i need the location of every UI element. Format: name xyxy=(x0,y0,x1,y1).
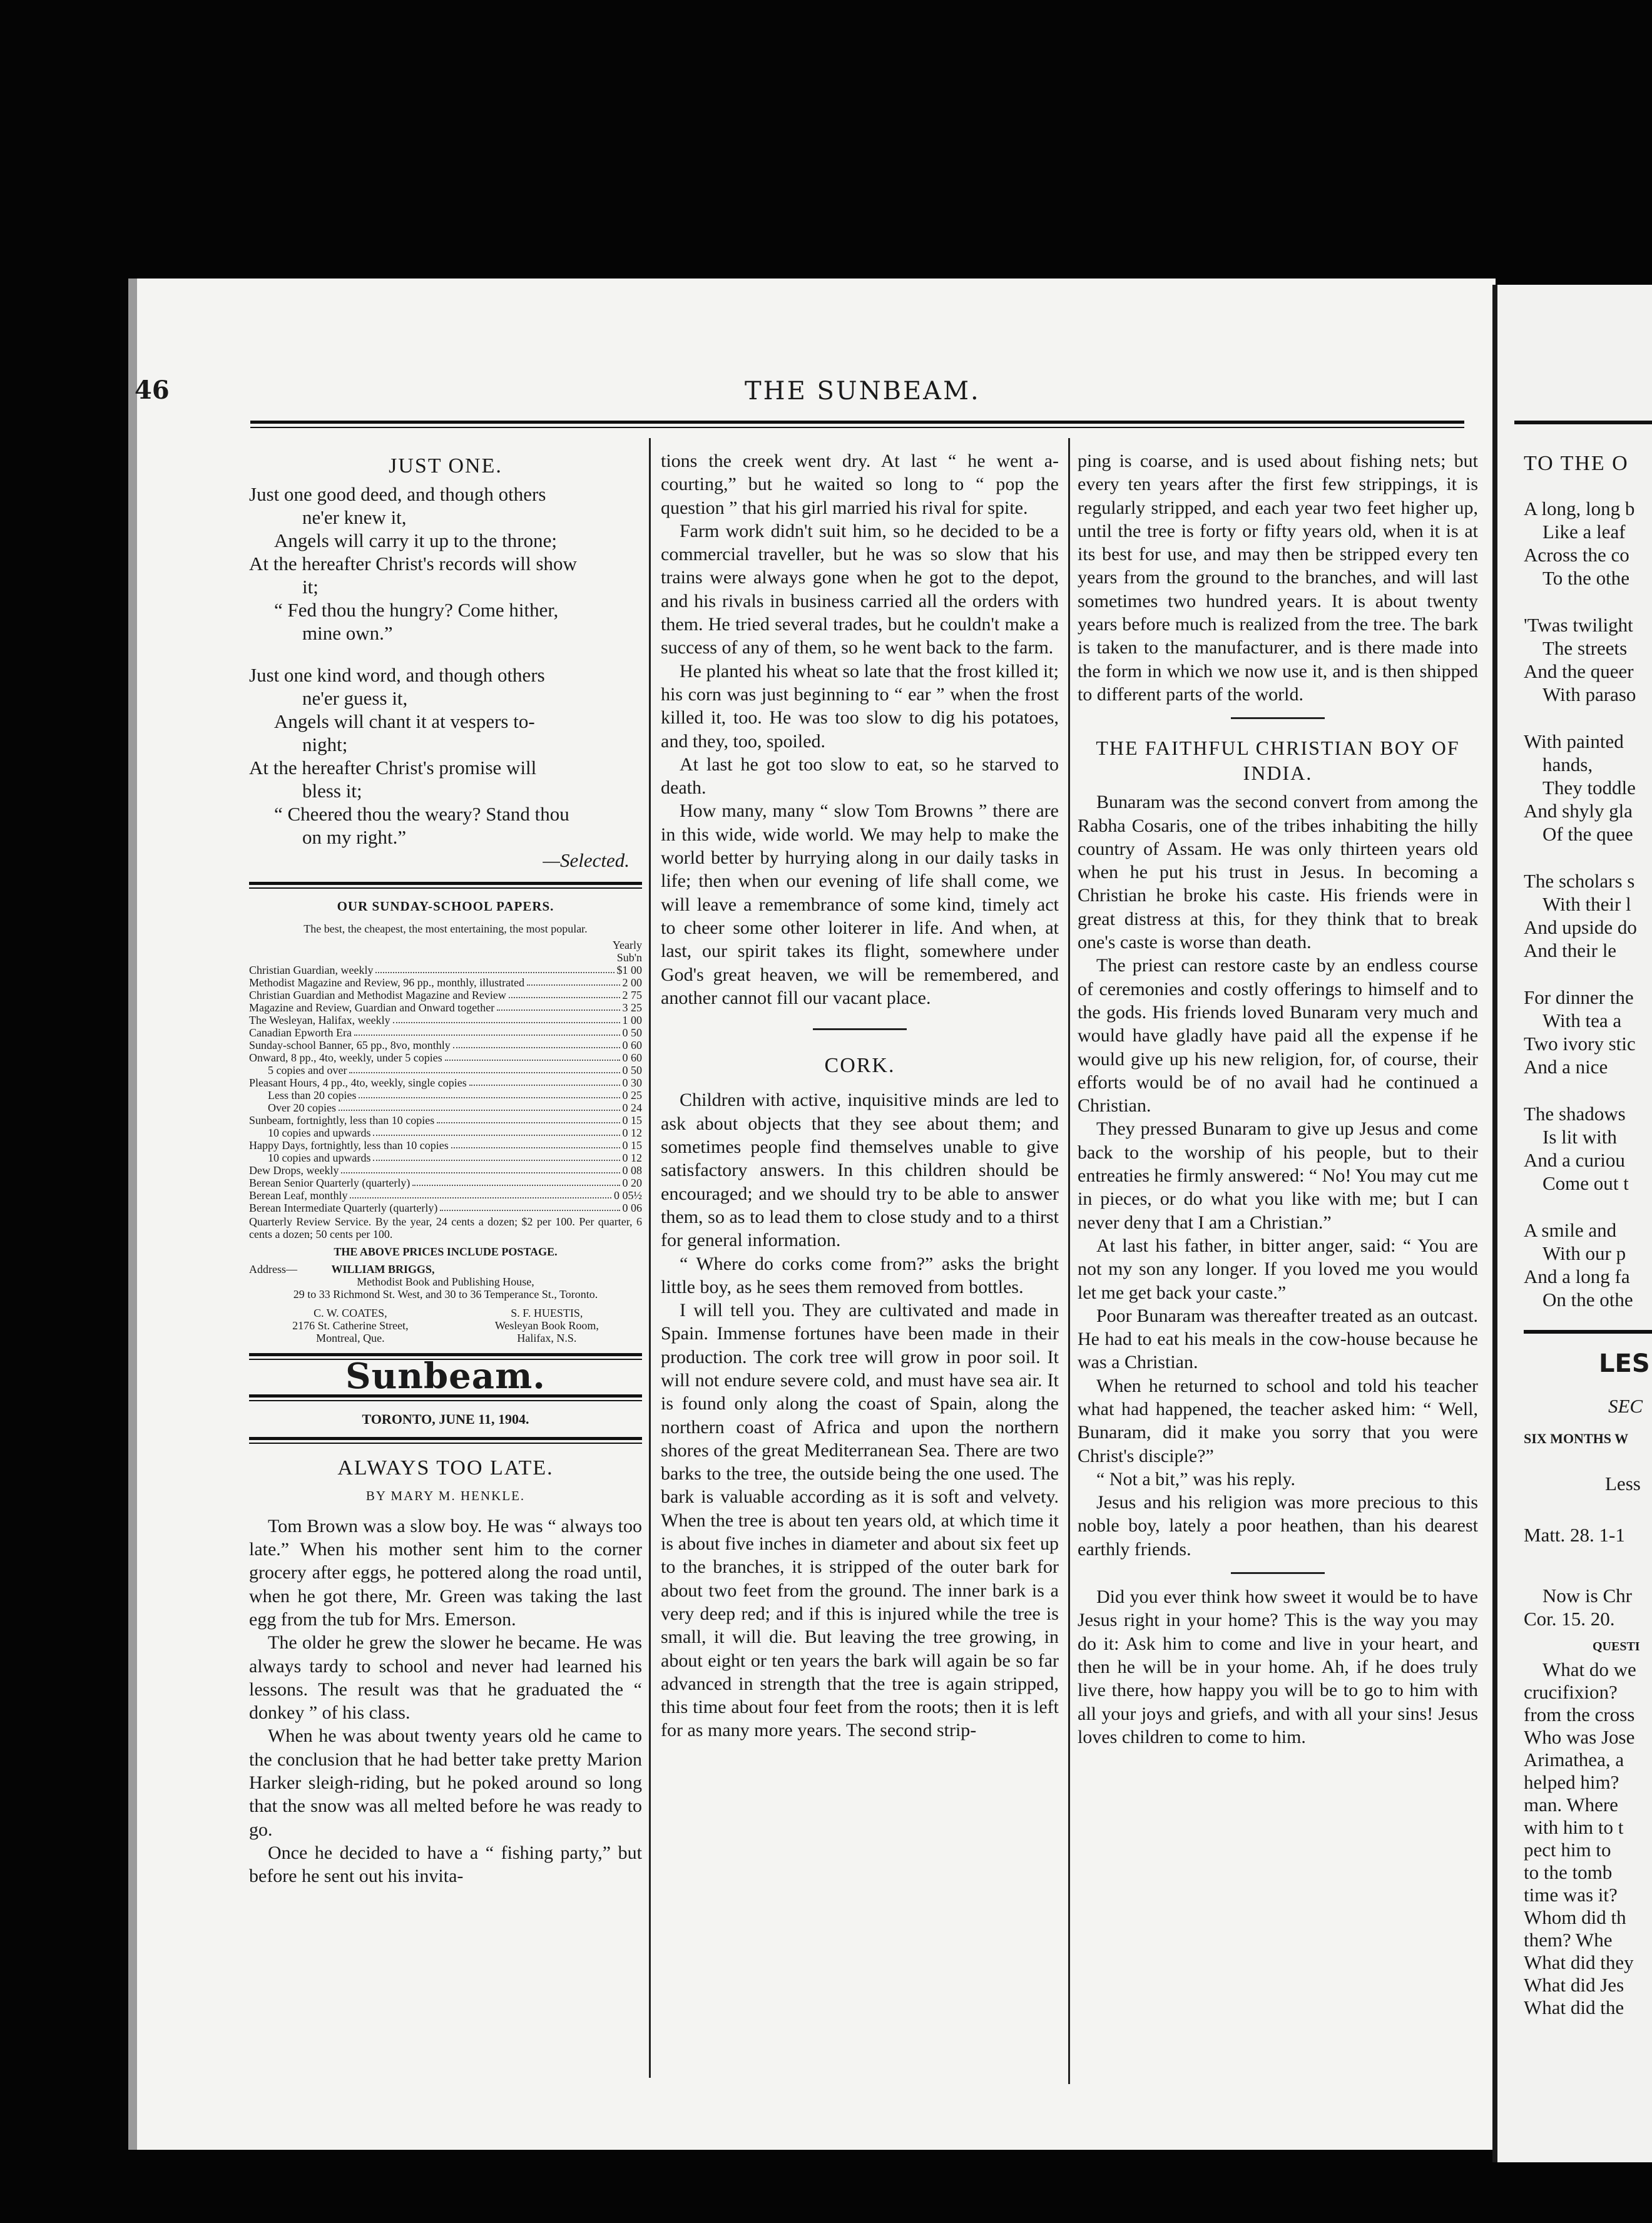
leader-dots xyxy=(469,1076,620,1086)
paragraph: Did you ever think how sweet it would be to have Jesus right in your home? This is the way you may do it: Ask him to come and live in your heart, and then he will be in your home. Ah, if he does truly live there, how happy you will be to go to him with all your joys and griefs, and with all your sins! Jesus loves children to come to him. xyxy=(1078,1587,1478,1747)
agent-line: Halifax, N.S. xyxy=(517,1331,577,1344)
poem-credit: —Selected. xyxy=(543,849,630,872)
agent-left xyxy=(292,1307,408,1344)
paper-row xyxy=(249,1189,642,1202)
papers-col-head: Yearly Sub'n xyxy=(612,938,642,964)
question-line: Arimathea, a xyxy=(1524,1749,1624,1771)
paper-price: 0 60 xyxy=(622,1051,642,1064)
paper-price: 1 00 xyxy=(622,1013,642,1026)
paper-row xyxy=(249,1039,642,1051)
poem-line xyxy=(1524,846,1652,869)
paper-row xyxy=(249,1114,642,1127)
poem-line: 'Twas twilight xyxy=(1524,614,1633,636)
leader-dots xyxy=(509,989,620,998)
agent-line: C. W. COATES, xyxy=(314,1306,387,1319)
paper-price: 2 00 xyxy=(622,976,642,989)
paper-row xyxy=(249,1101,642,1114)
poem-line: And upside do xyxy=(1524,916,1637,938)
poem-line: A smile and xyxy=(1524,1219,1617,1241)
poem-line: Across the co xyxy=(1524,544,1629,566)
papers-review: Quarterly Review Service. By the year, 24 cents a dozen; $2 per 100. Per quarter, 6 cents a dozen; 50 cents per 100. xyxy=(249,1215,642,1240)
agent-line: S. F. HUESTIS, xyxy=(511,1306,583,1319)
poem-line: night; xyxy=(302,733,348,756)
leader-dots xyxy=(440,1202,620,1211)
article-title: CORK. xyxy=(824,1054,895,1078)
poem-line: Just one good deed, and though others xyxy=(249,483,546,506)
agent-line: Montreal, Que. xyxy=(316,1331,385,1344)
paper-price: 0 30 xyxy=(622,1076,642,1089)
paper-row xyxy=(249,989,642,1001)
paper-price: 0 08 xyxy=(622,1163,642,1177)
poem-line: Angels will carry it up to the throne; xyxy=(274,529,557,552)
paper-name: Pleasant Hours, 4 pp., 4to, weekly, single copies xyxy=(249,1076,467,1089)
agent-line: 2176 St. Catherine Street, xyxy=(292,1319,409,1332)
paper-name: Berean Senior Quarterly (quarterly) xyxy=(249,1176,410,1189)
paragraph: They pressed Bunaram to give up Jesus and come back to the worship of his people, but to their entreaties he firmly answered: “ No! You may cut me in pieces, or do what you like with me; but I can never deny that I am a Christian.” xyxy=(1078,1118,1478,1233)
paper-row xyxy=(249,1152,642,1164)
question-line: to the tomb xyxy=(1524,1861,1613,1883)
paper-name: Less than 20 copies xyxy=(268,1088,357,1101)
poem-line xyxy=(1524,1195,1652,1219)
next-page-questions xyxy=(1524,1658,1652,2019)
article-title: ALWAYS TOO LATE. xyxy=(337,1456,554,1480)
paper-name: 10 copies and upwards xyxy=(268,1151,371,1164)
poem-line: With paraso xyxy=(1542,683,1636,705)
lesson-label: Less xyxy=(1605,1473,1641,1495)
leader-dots xyxy=(437,1114,620,1123)
next-page-title: TO THE O xyxy=(1524,452,1629,475)
paragraph: How many, many “ slow Tom Browns ” there are in this wide, wide world. We may help to make the world better by hurrying along in our daily tasks in life; then when our evening of life shall come, we will leave a remembrance of some kind, timely act to cheer some other loiterer in life. And when, at last, our spirit takes its flight, somewhere under God's great heaven, we will be remembered, and another cannot fill our vacant place. xyxy=(661,800,1059,1008)
poem-line: ne'er guess it, xyxy=(302,687,408,710)
spacer xyxy=(1078,1561,1478,1572)
leader-dots xyxy=(527,976,620,986)
leader-dots xyxy=(497,1001,620,1011)
article-title: THE FAITHFUL CHRISTIAN BOY OF INDIA. xyxy=(1096,737,1460,785)
paper-price: 0 60 xyxy=(622,1038,642,1051)
paper-price: 0 24 xyxy=(622,1101,642,1114)
leader-dots xyxy=(451,1139,620,1148)
next-page-poem xyxy=(1524,497,1652,1311)
page-number: 46 xyxy=(135,376,170,405)
paper-row xyxy=(249,1127,642,1139)
poem-just-one xyxy=(249,483,642,872)
papers-intro: The best, the cheapest, the most entertaining, the most popular. xyxy=(303,922,588,935)
paper-price: 0 25 xyxy=(622,1088,642,1101)
poem-line: The scholars s xyxy=(1524,870,1635,892)
paragraph: At last his father, in bitter anger, said: “ You are not my son any longer. If you loved me you would let me get back your caste.” xyxy=(1078,1235,1478,1303)
leader-dots xyxy=(373,1152,620,1161)
poem-line: The shadows xyxy=(1524,1103,1626,1125)
spacer xyxy=(1078,719,1478,730)
poem-line: mine own.” xyxy=(302,622,393,645)
questions-heading: QUESTI xyxy=(1593,1640,1640,1653)
poem-line: on my right.” xyxy=(302,826,407,849)
poem-line xyxy=(1524,962,1652,986)
paper-name: Magazine and Review, Guardian and Onward together xyxy=(249,1001,495,1014)
spacer xyxy=(1078,1574,1478,1585)
poem-title: JUST ONE. xyxy=(389,454,502,478)
paragraph: Jesus and his religion was more precious to this noble boy, lately a poor heathen, than his dearest earthly friends. xyxy=(1078,1492,1478,1560)
paragraph: Once he decided to have a “ fishing party,” but before he sent out his invita- xyxy=(249,1842,642,1887)
poem-line: With tea a xyxy=(1542,1009,1622,1031)
paragraph: When he was about twenty years old he came to the conclusion that he had better take pretty Marion Harker sleigh-riding, but he poked around so long that the snow was all melted before he was ready to go. xyxy=(249,1725,642,1840)
poem-line: Of the quee xyxy=(1542,823,1633,845)
question-line: Whom did th xyxy=(1524,1906,1626,1928)
paper-name: Methodist Magazine and Review, 96 pp., monthly, illustrated xyxy=(249,976,525,989)
address-label: Address— xyxy=(249,1262,297,1275)
column-3 xyxy=(1078,449,1478,1749)
column-2 xyxy=(661,449,1059,1742)
paper-row xyxy=(249,976,642,989)
question-line: with him to t xyxy=(1524,1816,1624,1838)
paper-row xyxy=(249,1014,642,1026)
paper-name: Christian Guardian, weekly xyxy=(249,963,374,976)
paper-price: 0 15 xyxy=(622,1113,642,1127)
paragraph: “ Where do corks come from?” asks the bright little boy, as he sees them removed from bottles. xyxy=(661,1253,1059,1297)
paper-price: 0 05½ xyxy=(614,1188,642,1202)
question-line: helped him? xyxy=(1524,1771,1619,1793)
paper-name: Happy Days, fortnightly, less than 10 copies xyxy=(249,1138,449,1152)
poem-line xyxy=(1524,590,1652,613)
leader-dots xyxy=(359,1089,620,1098)
paragraph: “ Not a bit,” was his reply. xyxy=(1096,1468,1295,1490)
spacer xyxy=(661,1009,1059,1028)
paper-price: 0 20 xyxy=(622,1176,642,1189)
lesson-line: Cor. 15. 20. xyxy=(1524,1608,1615,1630)
paper-name: 5 copies and over xyxy=(268,1063,347,1076)
poem-line: Angels will chant it at vespers to- xyxy=(274,710,535,733)
question-line: What did they xyxy=(1524,1951,1634,1973)
leader-dots xyxy=(354,1026,620,1036)
leader-dots xyxy=(373,1127,620,1136)
paragraph: ping is coarse, and is used about fishing nets; but every ten years after the first few strippings, it is regularly stripped, and each year two feet higher up, until the tree is forty or fifty years old, when it is at its best for use, and may then be stripped every ten years from the ground to the branches, and will last sometimes two hundred years. It is about twenty years before much is realized from the tree. The bark is taken to the manufacturer, and is there made into the form in which we now use it, and is then shipped to different parts of the world. xyxy=(1078,451,1478,705)
paper-name: Berean Leaf, monthly xyxy=(249,1188,348,1202)
page-title: THE SUNBEAM. xyxy=(745,377,981,406)
paper-price: 0 06 xyxy=(622,1201,642,1214)
poem-line: A long, long b xyxy=(1524,498,1635,519)
paper-row xyxy=(249,1089,642,1101)
column-divider xyxy=(1068,438,1070,2084)
poem-line: On the othe xyxy=(1542,1289,1633,1311)
paper-price: 0 12 xyxy=(622,1126,642,1139)
poem-line: The streets xyxy=(1542,637,1628,659)
spacer xyxy=(661,1030,1059,1049)
masthead: Sunbeam. xyxy=(345,1355,546,1397)
paper-price: 0 50 xyxy=(622,1026,642,1039)
paper-row xyxy=(249,964,642,976)
stanza-gap xyxy=(249,645,642,663)
dateline: TORONTO, JUNE 11, 1904. xyxy=(362,1411,529,1427)
paragraph: The older he grew the slower he became. He was always tardy to school and never had learned his lessons. The result was that he graduated the “ donkey ” of his class. xyxy=(249,1632,642,1724)
paper-name: 10 copies and upwards xyxy=(268,1126,371,1139)
paragraph: Children with active, inquisitive minds are led to ask about objects that they see about them; and sometimes people find themselves unable to give satisfactory answers. In this children should be encouraged; and we should try to be able to answer them, so as to lead them to close study and to a thirst for general information. xyxy=(661,1090,1059,1251)
paper-price: 0 50 xyxy=(622,1063,642,1076)
paper-name: Christian Guardian and Methodist Magazine and Review xyxy=(249,988,506,1001)
section-rule xyxy=(1524,1330,1652,1334)
poem-line: Two ivory stic xyxy=(1524,1033,1636,1055)
paragraph: At last he got too slow to eat, so he starved to death. xyxy=(661,754,1059,799)
poem-line xyxy=(1524,1078,1652,1102)
poem-line: “ Fed thou the hungry? Come hither, xyxy=(274,599,559,621)
lesson-line: Now is Chr xyxy=(1542,1585,1632,1607)
question-line: them? Whe xyxy=(1524,1929,1613,1951)
poem-line: Like a leaf xyxy=(1542,521,1626,543)
question-line: What do we xyxy=(1542,1658,1636,1680)
paper-row xyxy=(249,1177,642,1189)
poem-line: For dinner the xyxy=(1524,986,1634,1008)
paper-row xyxy=(249,1164,642,1177)
leader-dots xyxy=(375,964,614,973)
paragraph: I will tell you. They are cultivated and made in Spain. Immense fortunes have been made in their production. The cork tree will grow in poor soil. It will not endure severe cold, and must have sea air. It is found only along the coast of Spain, along the northern coast of Africa and upon the northern shores of the great Mediterranean Sea. There are two barks to the tree, the outside being the one used. The bark is valuable according as it is soft and velvety. When the tree is about ten years old, at which time it is about five inches in diameter and about six feet up to the branches, it is stripped of the outer bark for about two feet from the ground. The inner bark is a very deep red; and if this is injured while the tree is small, it will die. But leaving the tree growing, in about eight or ten years the bark will again be so far advanced in strength that the tree is again stripped, this time about four feet from the roots; then it is left for as many more years. The second strip- xyxy=(661,1300,1059,1741)
agent-right xyxy=(495,1307,599,1344)
papers-address xyxy=(249,1263,642,1344)
lesson-subheading: SEC xyxy=(1608,1395,1643,1417)
question-line: man. Where xyxy=(1524,1794,1618,1816)
poem-line: Come out t xyxy=(1542,1172,1629,1194)
paper-name: Onward, 8 pp., 4to, weekly, under 5 copies xyxy=(249,1051,442,1064)
poem-line: And their le xyxy=(1524,939,1617,961)
next-page-content xyxy=(1524,452,1652,2019)
poem-line: ne'er knew it, xyxy=(302,506,407,529)
poem-line: And the queer xyxy=(1524,660,1634,682)
poem-line: “ Cheered thou the weary? Stand thou xyxy=(274,803,569,825)
leader-dots xyxy=(349,1064,620,1073)
question-line: pect him to xyxy=(1524,1839,1611,1861)
leader-dots xyxy=(341,1164,620,1173)
leader-dots xyxy=(393,1014,620,1023)
paper-row xyxy=(249,1202,642,1214)
poem-line: Just one kind word, and though others xyxy=(249,664,545,687)
papers-list xyxy=(249,964,642,1214)
poem-line: At the hereafter Christ's promise will xyxy=(249,757,537,779)
leader-dots xyxy=(350,1189,611,1198)
paper-price: 0 15 xyxy=(622,1138,642,1152)
poem-line: With their l xyxy=(1542,893,1631,915)
paper-price: 2 75 xyxy=(622,988,642,1001)
spacer xyxy=(1078,706,1478,717)
paper-name: Sunday-school Banner, 65 pp., 8vo, monthly xyxy=(249,1038,451,1051)
paragraph: The priest can restore caste by an endless course of ceremonies and costly offerings to himself and to the gods. His friends loved Bunaram very much and would have gladly have paid all the expense if he would give up his new religion, for, of course, their efforts would be of no avail had he continued a Christian. xyxy=(1078,955,1478,1117)
paper-row xyxy=(249,1076,642,1089)
column-divider xyxy=(649,438,651,2078)
paper-row xyxy=(249,1051,642,1064)
poem-line: it; xyxy=(302,576,319,598)
leader-dots xyxy=(453,1039,620,1048)
lesson-heading: LES xyxy=(1599,1349,1650,1378)
question-line: What did Jes xyxy=(1524,1974,1624,1996)
papers-title: OUR SUNDAY-SCHOOL PAPERS. xyxy=(337,899,554,914)
paragraph: Poor Bunaram was thereafter treated as an outcast. He had to eat his meals in the cow-house because he was a Christian. xyxy=(1078,1305,1478,1373)
paper-name: The Wesleyan, Halifax, weekly xyxy=(249,1013,390,1026)
paper-row xyxy=(249,1001,642,1014)
leader-dots xyxy=(412,1177,620,1186)
poem-line: Is lit with xyxy=(1542,1126,1617,1148)
paper-price: 3 25 xyxy=(622,1001,642,1014)
address-line: Methodist Book and Publishing House, xyxy=(357,1275,534,1288)
address-name: WILLIAM BRIGGS, xyxy=(331,1262,435,1275)
paragraph: He planted his wheat so late that the frost killed it; his corn was just beginning to “ ear ” when the frost killed it, too. He was too slow to dig his potatoes, and they, too, spoiled. xyxy=(661,660,1059,752)
spacer xyxy=(661,1082,1059,1088)
poem-line: And a curiou xyxy=(1524,1149,1625,1171)
paper-name: Canadian Epworth Era xyxy=(249,1026,352,1039)
column-1 xyxy=(249,449,642,1888)
address-line: 29 to 33 Richmond St. West, and 30 to 36 Temperance St., Toronto. xyxy=(293,1287,598,1301)
paragraph: When he returned to school and told his teacher what had happened, the teacher asked him: “ Well, Bunaram, did it make you sorry that you were Christ's disciple?” xyxy=(1078,1375,1478,1466)
paragraph: Tom Brown was a slow boy. He was “ always too late.” When his mother sent him to the corner grocery after eggs, he pottered along the road until, when he got there, Mr. Green was taking the last egg from the tub for Mrs. Emerson. xyxy=(249,1515,642,1630)
poem-line: At the hereafter Christ's records will show xyxy=(249,553,577,575)
question-line: Who was Jose xyxy=(1524,1726,1635,1748)
lesson-reference: Matt. 28. 1-1 xyxy=(1524,1524,1625,1546)
paper-price: 0 12 xyxy=(622,1151,642,1164)
lesson-months: SIX MONTHS W xyxy=(1524,1431,1629,1446)
paper-name: Berean Intermediate Quarterly (quarterly) xyxy=(249,1201,438,1214)
paper-name: Over 20 copies xyxy=(268,1101,336,1114)
poem-line: And a long fa xyxy=(1524,1265,1630,1287)
poem-line: They toddle xyxy=(1542,777,1636,799)
poem-line: And a nice xyxy=(1524,1056,1608,1078)
section-rule xyxy=(249,1437,642,1444)
paper-price: $1 00 xyxy=(616,963,642,976)
header-rule-thin xyxy=(250,427,1464,428)
next-page-header-rule xyxy=(1514,421,1652,424)
paper-name: Sunbeam, fortnightly, less than 10 copies xyxy=(249,1113,435,1127)
papers-postage: THE ABOVE PRICES INCLUDE POSTAGE. xyxy=(334,1245,558,1258)
leader-dots xyxy=(339,1101,620,1111)
question-line: crucifixion? xyxy=(1524,1681,1618,1703)
byline: BY MARY M. HENKLE. xyxy=(365,1488,526,1504)
question-line: from the cross xyxy=(1524,1704,1635,1725)
poem-line: And shyly gla xyxy=(1524,800,1633,822)
paper-row xyxy=(249,1139,642,1152)
poem-line: With painted xyxy=(1524,730,1624,752)
poem-line: With our p xyxy=(1542,1242,1626,1264)
poem-line: bless it; xyxy=(302,780,362,802)
paper-name: Dew Drops, weekly xyxy=(249,1163,339,1177)
header-rule xyxy=(250,421,1464,424)
agent-line: Wesleyan Book Room, xyxy=(494,1319,599,1332)
poem-line: hands, xyxy=(1542,754,1593,775)
paper-row xyxy=(249,1064,642,1076)
question-line: time was it? xyxy=(1524,1884,1618,1906)
paragraph: Bunaram was the second convert from among the Rabha Cosaris, one of the tribes inhabiting the hilly country of Assam. He was only thirteen years old when he put his trust in Jesus. In becoming a Christian he broke his caste. His friends were in great distress at this, for they think that to break one's caste is worse than death. xyxy=(1078,792,1478,953)
poem-line: To the othe xyxy=(1542,567,1630,589)
agents xyxy=(249,1307,642,1344)
leader-dots xyxy=(445,1051,620,1061)
section-rule xyxy=(249,882,642,889)
paragraph: Farm work didn't suit him, so he decided to be a commercial traveller, but he was so slow that his trains were always gone when he got to the depot, and his rivals in business carried all the orders with them. He tried several trades, but he couldn't make a success of any of them, so he went back to the farm. xyxy=(661,520,1059,658)
question-line: What did the xyxy=(1524,1996,1624,2018)
paper-row xyxy=(249,1026,642,1039)
poem-line xyxy=(1524,706,1652,730)
paragraph: tions the creek went dry. At last “ he went a-courting,” but he waited so long to “ pop the question ” that his girl married his rival for spite. xyxy=(661,451,1059,518)
